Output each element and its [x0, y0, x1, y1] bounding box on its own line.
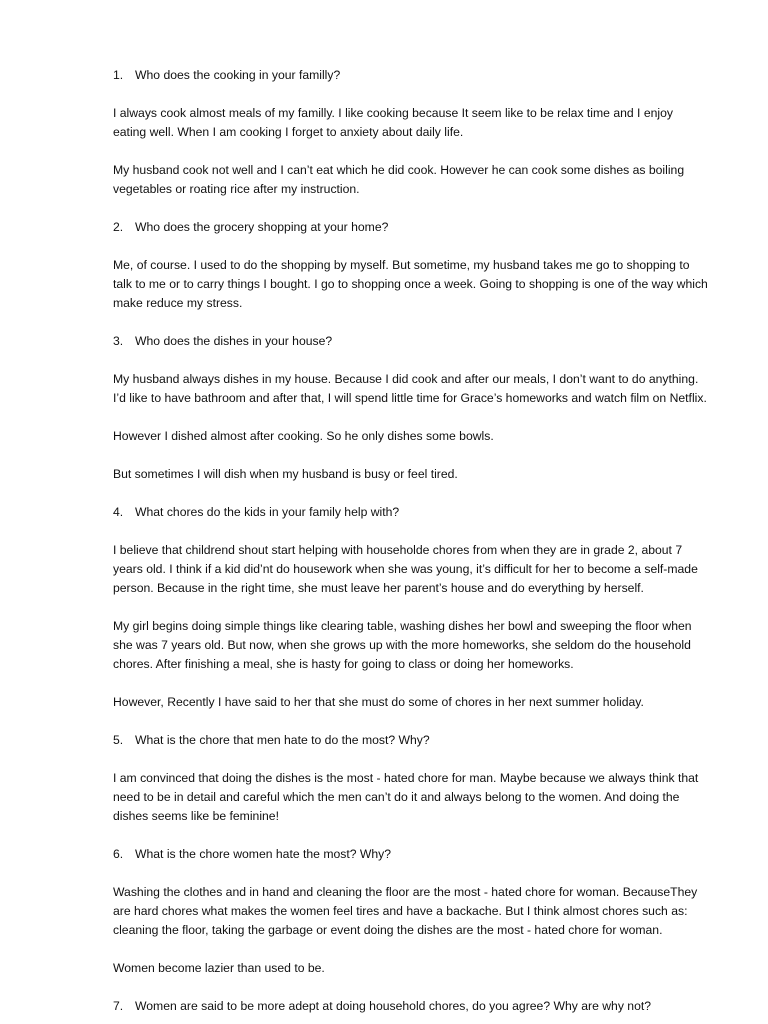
question-number: 3.: [113, 334, 124, 348]
question-number: 5.: [113, 733, 124, 747]
question-text: Who does the grocery shopping at your home?: [135, 220, 389, 234]
answer-paragraph: However, Recently I have said to her that she must do some of chores in her next summer holiday.: [113, 695, 644, 709]
question-number: 7.: [113, 999, 124, 1013]
answer-paragraph: I am convinced that doing the dishes is the most - hated chore for man. Maybe because we always think that need to be in detail and careful which the men can’t do it and always belong to the women. And doing the dishes seems like be feminine!: [113, 771, 699, 823]
answer-paragraph: However I dished almost after cooking. So he only dishes some bowls.: [113, 429, 494, 443]
answer-paragraph: Me, of course. I used to do the shopping by myself. But sometime, my husband takes me go to shopping to talk to me or to carry things I bought. I go to shopping once a week. Going to shopping is one of the way which make reduce my stress.: [113, 258, 708, 310]
question-number: 2.: [113, 220, 124, 234]
question-item: [113, 845, 708, 864]
answer-paragraph: Washing the clothes and in hand and cleaning the floor are the most - hated chore for woman. BecauseThey are hard chores what makes the women feel tires and have a backache. But I think almost chores such as: cleaning the floor, taking the garbage or event doing the dishes are the most - hated chore for woman.: [113, 885, 698, 937]
question-text: Who does the dishes in your house?: [135, 334, 333, 348]
answer-paragraph: I always cook almost meals of my familly. I like cooking because It seem like to be relax time and I enjoy eating well. When I am cooking I forget to anxiety about daily life.: [113, 106, 673, 139]
question-number: 6.: [113, 847, 124, 861]
question-number: 4.: [113, 505, 124, 519]
question-item: [113, 731, 708, 750]
question-text: Who does the cooking in your familly?: [135, 68, 341, 82]
question-text: What is the chore women hate the most? Why?: [135, 847, 392, 861]
question-item: [113, 218, 708, 237]
question-number: 1.: [113, 68, 124, 82]
question-text: What chores do the kids in your family help with?: [135, 505, 400, 519]
answer-paragraph: My husband cook not well and I can’t eat which he did cook. However he can cook some dishes as boiling vegetables or roating rice after my instruction.: [113, 163, 685, 196]
question-item: [113, 997, 708, 1016]
question-item: [113, 503, 708, 522]
answer-paragraph: My husband always dishes in my house. Because I did cook and after our meals, I don’t want to do anything. I’d like to have bathroom and after that, I will spend little time for Grace’s homeworks and watch film on Netflix.: [113, 372, 707, 405]
question-item: [113, 66, 708, 85]
answer-paragraph: Women become lazier than used to be.: [113, 961, 325, 975]
answer-paragraph: My girl begins doing simple things like clearing table, washing dishes her bowl and sweeping the floor when she was 7 years old. But now, when she grows up with the more homeworks, she seldom do the household chores. After finishing a meal, she is hasty for going to class or doing her homeworks.: [113, 619, 692, 671]
question-text: What is the chore that men hate to do the most? Why?: [135, 733, 430, 747]
question-item: [113, 332, 708, 351]
answer-paragraph: I believe that childrend shout start helping with householde chores from when they are in grade 2, about 7 years old. I think if a kid did’nt do housework when she was young, it’s difficult for her to become a self-made person. Because in the right time, she must leave her parent’s house and do everything by herself.: [113, 543, 698, 595]
answer-paragraph: But sometimes I will dish when my husband is busy or feel tired.: [113, 467, 458, 481]
question-text: Women are said to be more adept at doing household chores, do you agree? Why are why not?: [135, 999, 652, 1013]
